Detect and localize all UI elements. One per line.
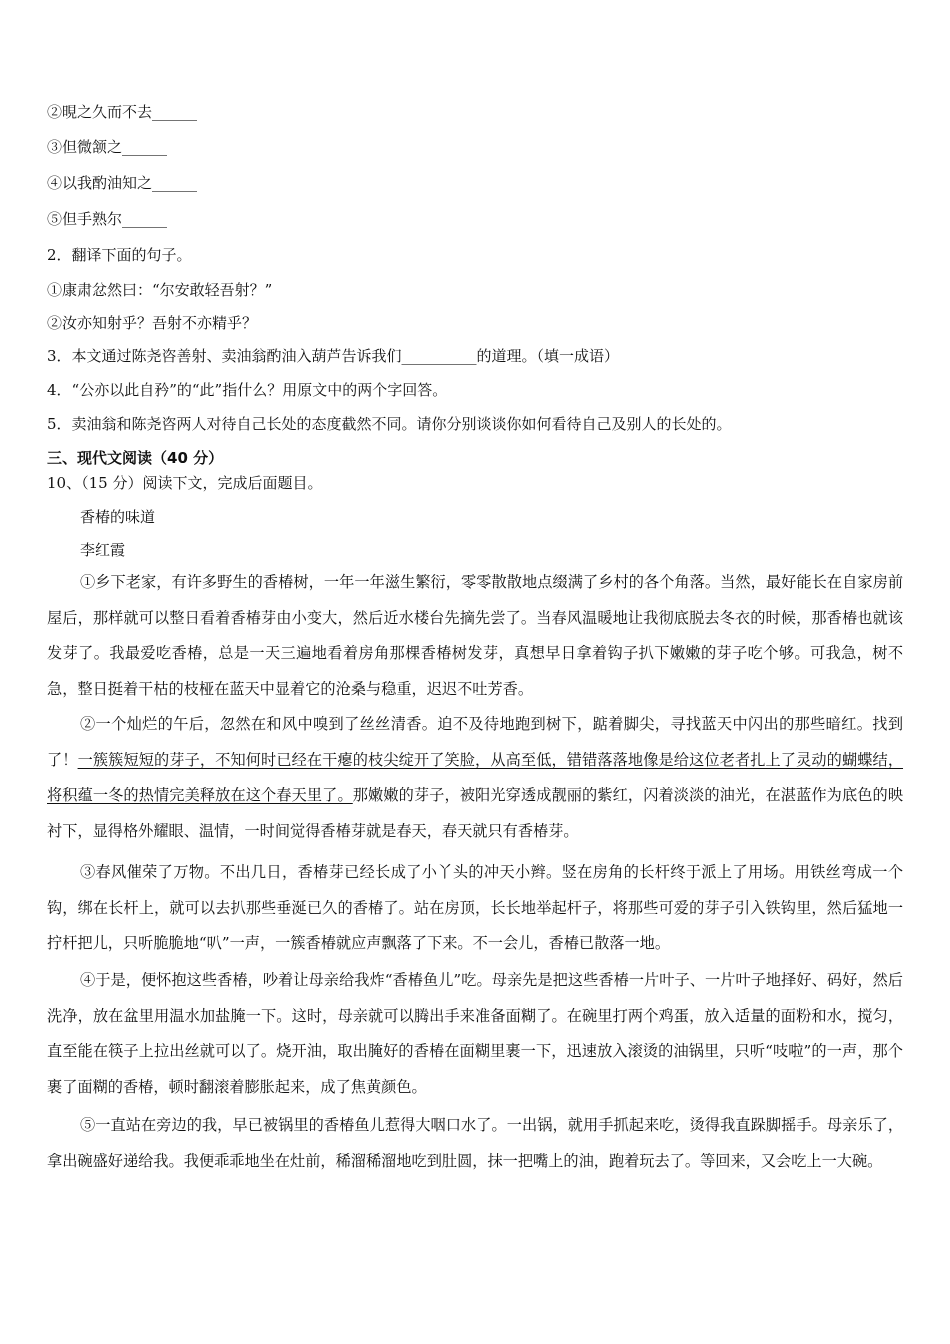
section-3-heading: 三、现代文阅读（40 分） bbox=[47, 449, 224, 467]
article-title: 香椿的味道 bbox=[80, 508, 156, 526]
article-paragraph-4: ④于是，便怀抱这些香椿，吵着让母亲给我炸“香椿鱼儿”吃。母亲先是把这些香椿一片叶子、一片叶子地择好、码好，然后洗净，放在盆里用温水加盐腌一下。这时，母亲就可以腾出手来准备面糊了。在碗里打两个鸡蛋，放入适量的面粉和水，搅匀，直至能在筷子上拉出丝就可以了。烧开油，取出腌好的香椿在面糊里裹一下，迅速放入滚烫的油锅里，只听“吱啦”的一声，那个裹了面糊的香椿，顿时翻滚着膨胀起来，成了焦黄颜色。 bbox=[47, 971, 903, 1096]
article-paragraph-3: ③春风催荣了万物。不出几日，香椿芽已经长成了小丫头的冲天小辫。竖在房角的长杆终于派上了用场。用铁丝弯成一个钩，绑在长杆上，就可以去扒那些垂涎已久的香椿了。站在房顶，长长地举起杆子，将那些可爱的芽子引入铁钩里，然后猛地一拧杆把儿，只听脆脆地“叭”一声，一簇香椿就应声飘落了下来。不一会儿，香椿已散落一地。 bbox=[47, 863, 903, 952]
question-2-title: 2．翻译下面的句子。 bbox=[47, 246, 192, 264]
paragraph-2-closing: 那嫩嫩的芽子，被阳光穿透成靓丽的紫红，闪着淡淡的油光，在湛蓝作为底色的映衬下，显得格外耀眼、温情，一时间觉得香椿芽就是春天，春天就只有香椿芽。 bbox=[47, 786, 904, 840]
question-5: 5．卖油翁和陈尧咨两人对待自己长处的态度截然不同。请你分别谈谈你如何看待自己及别人的长处的。 bbox=[47, 415, 732, 433]
article-paragraph-2 bbox=[47, 707, 903, 849]
article-paragraph-5: ⑤一直站在旁边的我，早已被锅里的香椿鱼儿惹得大咽口水了。一出锅，就用手抓起来吃，烫得我直跺脚摇手。母亲乐了，拿出碗盛好递给我。我便乖乖地坐在灶前，稀溜稀溜地吃到肚圆，抹一把嘴上的油，跑着玩去了。等回来，又会吃上一大碗。 bbox=[47, 1116, 903, 1170]
question-item-2: ②晛之久而不去______ bbox=[47, 103, 198, 121]
underlined-sentence: 一簇簇短短的芽子，不知何时已经在干瘪的枝尖绽开了笑脸，从高至低，错错落落地像是给这位老者扎上了灵动的蝴蝶结，将积蕴一冬的热情完美释放在这个春天里了。 bbox=[47, 750, 904, 804]
question-3: 3．本文通过陈尧咨善射、卖油翁酌油入葫芦告诉我们__________的道理。（填一成语） bbox=[47, 347, 620, 365]
article-paragraph-1: ①乡下老家，有许多野生的香椿树，一年一年滋生繁衍，零零散散地点缀满了乡村的各个角落。当然，最好能长在自家房前屋后，那样就可以整日看着香椿芽由小变大，然后近水楼台先摘先尝了。当春风温暖地让我彻底脱去冬衣的时候，那香椿也就该发芽了。我最爱吃香椿，总是一天三遍地看着房角那棵香椿树发芽，真想早日拿着钩子扒下嫩嫩的芽子吃个够。可我急，树不急，整日挺着干枯的枝桠在蓝天中显着它的沧桑与稳重，迟迟不吐芳香。 bbox=[47, 573, 903, 698]
question-2-sentence-2: ②汝亦知射乎？吾射不亦精乎？ bbox=[47, 314, 258, 332]
paragraph-2-opening: ②一个灿烂的午后，忽然在和风中嗅到了丝丝清香。迫不及待地跑到树下，踮着脚尖，寻找蓝天中闪出的那些暗红。找到了！ bbox=[47, 715, 903, 769]
question-item-3: ③但微颔之______ bbox=[47, 138, 168, 156]
question-item-5: ⑤但手熟尔______ bbox=[47, 210, 168, 228]
question-2-sentence-1: ①康肃忿然曰：“尔安敢轻吾射？” bbox=[47, 281, 273, 299]
article-author: 李红霞 bbox=[80, 541, 126, 559]
question-10-intro: 10、（15 分）阅读下文，完成后面题目。 bbox=[47, 474, 323, 492]
question-4: 4．“公亦以此自矜”的“此”指什么？用原文中的两个字回答。 bbox=[47, 381, 448, 399]
question-item-4: ④以我酌油知之______ bbox=[47, 174, 198, 192]
